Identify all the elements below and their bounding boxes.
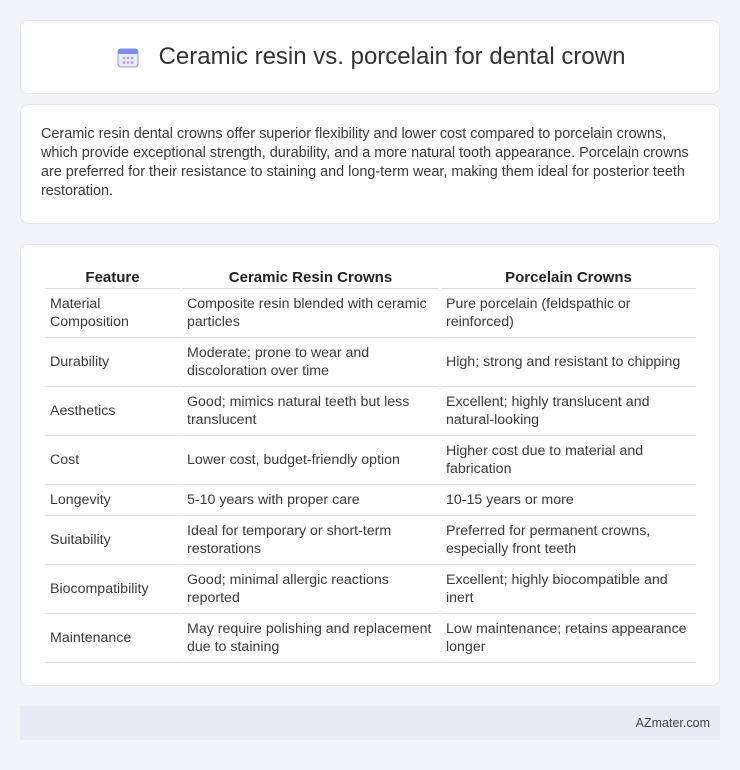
porcelain-cell: High; strong and resistant to chipping (441, 338, 696, 387)
feature-cell: Maintenance (45, 614, 180, 663)
title-card (20, 20, 720, 94)
intro-text: Ceramic resin dental crowns offer superior flexibility and lower cost compared to porcelain crowns, which provide exceptional strength, durability, and a more natural tooth appearance. Porcelain crowns are preferred for their resistance to staining and long-term wear, making them ideal for posterior teeth restoration. (41, 126, 689, 199)
header-porcelain: Porcelain Crowns (441, 267, 696, 289)
table-row (45, 338, 696, 387)
header-feature: Feature (45, 267, 180, 289)
resin-cell: 5-10 years with proper care (182, 485, 439, 516)
footer (20, 706, 720, 740)
comparison-table (43, 267, 698, 663)
feature-cell: Cost (45, 436, 180, 485)
porcelain-cell: Higher cost due to material and fabrication (441, 436, 696, 485)
porcelain-cell: Low maintenance; retains appearance longer (441, 614, 696, 663)
resin-cell: Good; mimics natural teeth but less translucent (182, 387, 439, 436)
porcelain-cell: Excellent; highly translucent and natural-looking (441, 387, 696, 436)
porcelain-cell: Preferred for permanent crowns, especially front teeth (441, 516, 696, 565)
table-row (45, 565, 696, 614)
feature-cell: Longevity (45, 485, 180, 516)
porcelain-cell: Pure porcelain (feldspathic or reinforced) (441, 289, 696, 338)
porcelain-cell: Excellent; highly biocompatible and inert (441, 565, 696, 614)
feature-cell: Suitability (45, 516, 180, 565)
porcelain-cell: 10-15 years or more (441, 485, 696, 516)
intro-card (20, 104, 720, 224)
feature-cell: Biocompatibility (45, 565, 180, 614)
feature-cell: Durability (45, 338, 180, 387)
resin-cell: Ideal for temporary or short-term restorations (182, 516, 439, 565)
table-row (45, 614, 696, 663)
feature-cell: Aesthetics (45, 387, 180, 436)
page-title: Ceramic resin vs. porcelain for dental crown (158, 43, 626, 70)
table-row (45, 485, 696, 516)
table-row (45, 289, 696, 338)
footer-brand-link[interactable]: AZmater.com (635, 716, 710, 730)
resin-cell: Lower cost, budget-friendly option (182, 436, 439, 485)
table-header-row (45, 267, 696, 289)
resin-cell: Good; minimal allergic reactions reported (182, 565, 439, 614)
header-ceramic-resin: Ceramic Resin Crowns (182, 267, 439, 289)
resin-cell: May require polishing and replacement due to staining (182, 614, 439, 663)
table-row (45, 436, 696, 485)
table-row (45, 516, 696, 565)
feature-cell: Material Composition (45, 289, 180, 338)
comparison-card (20, 244, 720, 686)
resin-cell: Moderate; prone to wear and discoloration over time (182, 338, 439, 387)
resin-cell: Composite resin blended with ceramic particles (182, 289, 439, 338)
calendar-icon (115, 44, 141, 70)
table-row (45, 387, 696, 436)
